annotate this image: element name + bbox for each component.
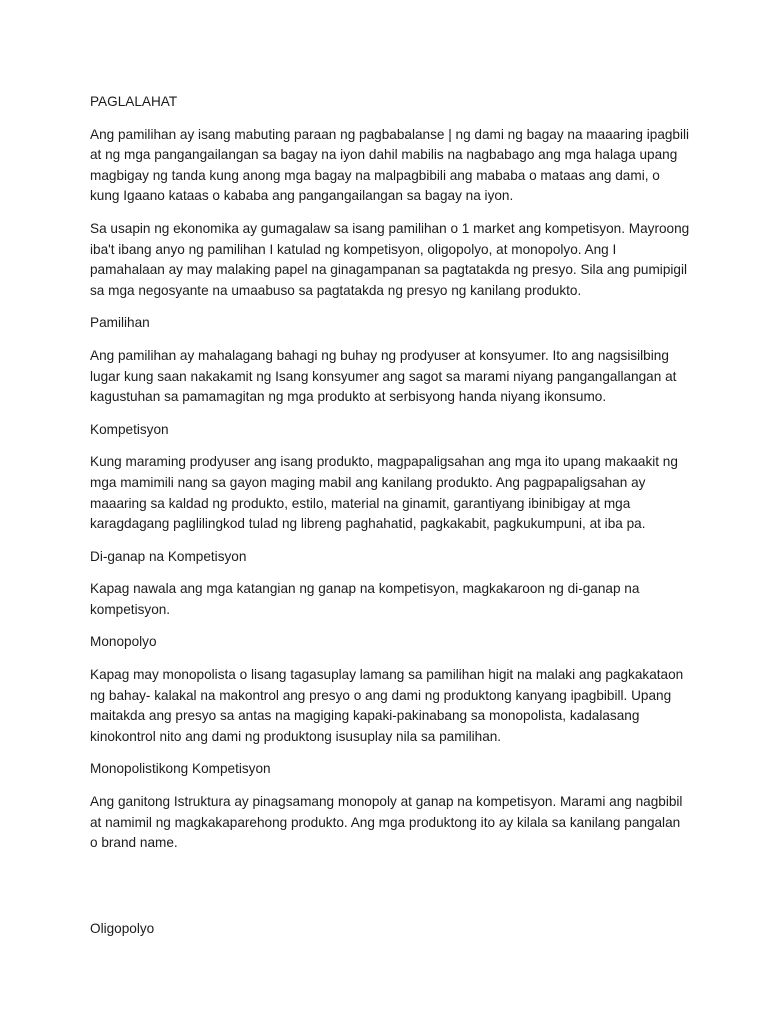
section-text-pamilihan: Ang pamilihan ay mahalagang bahagi ng buhay ng prodyuser at konsyumer. Ito ang nagsisilbing lugar kung saan nakakamit ng Isang konsyumer ang sagot sa marami niyang pangangallangan at kagustuhan sa pamamagitan ng mga produkto at serbisyong handa niyang ikonsumo. (90, 347, 677, 405)
section-text-di-ganap: Kapag nawala ang mga katangian ng ganap na kompetisyon, magkakaroon ng di-ganap na kompetisyon. (90, 581, 640, 617)
section-text-kompetisyon: Kung maraming prodyuser ang isang produkto, magpapaligsahan ang mga ito upang makaakit ng mga mamimili nang sa gayon maging mabil ang kanilang produkto. Ang pagpapaligsahan ay maaaring sa kaldad ng produkto, estilo, material na ginamit, garantiyang ibinibigay at mga karagdagang paglilingkod tulad ng libreng paghahatid, pagkakabit, pagkukumpuni, at iba pa. (90, 454, 678, 532)
section-heading-pamilihan: Pamilihan (90, 315, 150, 331)
intro-paragraph-1: Ang pamilihan ay isang mabuting paraan ng pagbabalanse | ng dami ng bagay na maaaring ipagbili at ng mga pangangailangan sa bagay na iyon dahil mabilis na nagbabago ang mga halaga upang magbigay ng tanda kung anong mga bagay na malpagbibili ang mababa o mataas ang dami, o kung Igaano kataas o kababa ang pangangailangan sa bagay na iyon. (90, 126, 690, 204)
intro-paragraph-2: Sa usapin ng ekonomika ay gumagalaw sa isang pamilihan o 1 market ang kompetisyon. Mayroong iba't ibang anyo ng pamilihan I katulad ng kompetisyon, oligopolyo, at monopolyo. Ang I pamahalaan ay may malaking papel na ginagampanan sa pagtatakda ng presyo. Sila ang pumipigil sa mga negosyante na umaabuso sa pagtatakda ng presyo ng kanilang produkto. (90, 220, 690, 298)
section-heading-di-ganap: Di-ganap na Kompetisyon (90, 548, 247, 564)
document-body (90, 92, 690, 951)
section-heading-monopolyo: Monopolyo (90, 634, 157, 650)
section-text-monopolistikong: Ang ganitong Istruktura ay pinagsamang monopoly at ganap na kompetisyon. Marami ang nagbibil at namimil ng magkakaparehong produkto. Ang mga produktong ito ay kilala sa kanilang pangalan o brand name. (90, 794, 683, 851)
blank-space (90, 866, 690, 919)
document-title: PAGLALAHAT (90, 94, 178, 109)
section-heading-monopolistikong: Monopolistikong Kompetisyon (90, 761, 271, 777)
section-heading-kompetisyon: Kompetisyon (90, 421, 169, 437)
section-heading-oligopolyo: Oligopolyo (90, 920, 155, 936)
section-text-monopolyo: Kapag may monopolista o lisang tagasuplay lamang sa pamilihan higit na malaki ang pagkakataon ng bahay- kalakal na makontrol ang presyo o ang dami ng produktong kanyang ipagbibill. Upang maitakda ang presyo sa antas na magiging kapaki-pakinabang sa monopolista, kadalasang kinokontrol nito ang dami ng produktong isusuplay nila sa pamilihan. (90, 667, 684, 744)
